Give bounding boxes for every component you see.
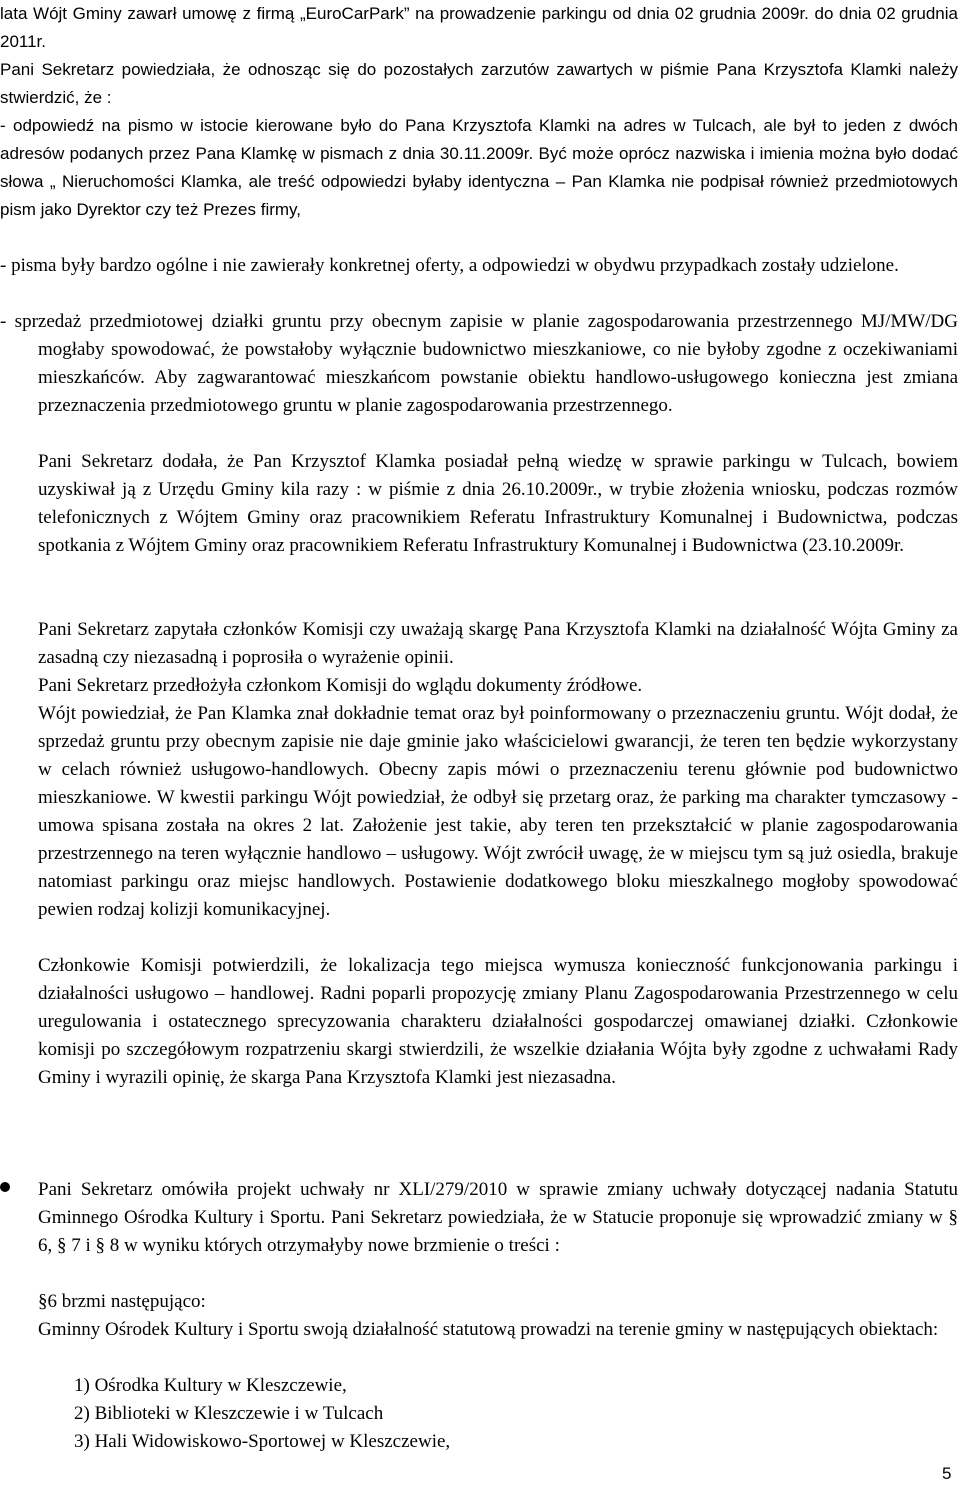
page-number: 5: [942, 1464, 952, 1483]
paragraph-mayor-statement: Wójt powiedział, że Pan Klamka znał dokładnie temat oraz był poinformowany o przeznaczeniu gruntu. Wójt dodał, że sprzedaż gruntu przy obecnym zapisie nie daje gminie jako właścicielowi gwarancji, że teren ten będzie wykorzystany w celach również usługowo-handlowych. Obecny zapis mówi o przeznaczeniu terenu głównie pod budownictwo mieszkaniowe. W kwestii parkingu Wójt powiedział, że odbył się przetarg oraz, że parking ma charakter tymczasowy - umowa spisana została na okres 2 lat. Założenie jest takie, aby teren ten przekształcić w planie zagospodarowania przestrzennego na teren wyłącznie handlowo – usługowy. Wójt zwrócił uwagę, że w miejscu tym są już osiedla, brakuje natomiast parkingu oraz miejsc handlowych. Postawienie dodatkowego bloku mieszkalnego mogłoby spowodować pewien rodzaj kolizji komunikacyjnej.: [38, 703, 958, 920]
paragraph-parking-contract: lata Wójt Gminy zawarł umowę z firmą „EuroCarPark” na prowadzenie parkingu od dnia 02 grudnia 2009r. do dnia 02 grudnia 2011r.: [0, 4, 958, 51]
bullet-icon: [0, 1182, 10, 1192]
list-item: 3) Hali Widowiskowo-Sportowej w Kleszczewie,: [74, 1431, 451, 1452]
paragraph-plot-sale: - sprzedaż przedmiotowej działki gruntu przy obecnym zapisie w planie zagospodarowania przestrzennego MJ/MW/DG mogłaby spowodować, że powstałoby wyłącznie budownictwo mieszkaniowe, co nie byłoby zgodne z oczekiwaniami mieszkańców. Aby zagwarantować mieszkańcom powstanie obiektu handlowo-usługowego konieczna jest zmiana przeznaczenia przedmiotowego gruntu w planie zagospodarowania przestrzennego.: [0, 311, 958, 416]
paragraph-secretary-asked: Pani Sekretarz zapytała członków Komisji czy uważają skargę Pana Krzysztofa Klamki na działalność Wójta Gminy za zasadną czy niezasadną i poprosiła o wyrażenie opinii.: [38, 619, 958, 668]
paragraph-facilities-intro: Gminny Ośrodek Kultury i Sportu swoją działalność statutową prowadzi na terenie gminy w następujących obiektach:: [38, 1319, 939, 1340]
paragraph-secretary-statement: Pani Sekretarz powiedziała, że odnosząc się do pozostałych zarzutów zawartych w piśmie Pana Krzysztofa Klamki należy stwierdzić, że :: [0, 60, 958, 107]
paragraph-committee-conclusion: Członkowie Komisji potwierdzili, że lokalizacja tego miejsca wymusza konieczność funkcjonowania parkingu i działalności usługowo – handlowej. Radni poparli propozycję zmiany Planu Zagospodarowania Przestrzennego w celu uregulowania i ostatecznego sprecyzowania charakteru działalności gospodarczej omawianej działki. Członkowie komisji po szczegółowym rozpatrzeniu skargi stwierdzili, że wszelkie działania Wójta były zgodne z uchwałami Rady Gminy i wyrazili opinię, że skarga Pana Krzysztofa Klamki jest niezasadna.: [38, 955, 958, 1088]
paragraph-reply-letter: - odpowiedź na pismo w istocie kierowane było do Pana Krzysztofa Klamki na adres w Tulcach, ale był to jeden z dwóch adresów podanych przez Pana Klamkę w pismach z dnia 30.11.2009r. Być może oprócz nazwiska i imienia można było dodać słowa „ Nieruchomości Klamka, ale treść odpowiedzi byłaby identyczna – Pan Klamka nie podpisał również przedmiotowych pism jako Dyrektor czy też Prezes firmy,: [0, 116, 958, 219]
paragraph-resolution-draft: Pani Sekretarz omówiła projekt uchwały nr XLI/279/2010 w sprawie zmiany uchwały dotyczącej nadania Statutu Gminnego Ośrodka Kultury i Sportu. Pani Sekretarz powiedziała, że w Statucie proponuje się wprowadzić zmiany w § 6, § 7 i § 8 w wyniku których otrzymałyby nowe brzmienie o treści :: [38, 1179, 958, 1256]
list-item: 1) Ośrodka Kultury w Kleszczewie,: [74, 1375, 347, 1396]
list-item: 2) Biblioteki w Kleszczewie i w Tulcach: [74, 1403, 384, 1424]
paragraph-secretary-added: Pani Sekretarz dodała, że Pan Krzysztof Klamka posiadał pełną wiedzę w sprawie parkingu w Tulcach, bowiem uzyskiwał ją z Urzędu Gminy kila razy : w piśmie z dnia 26.10.2009r., w trybie złożenia wniosku, podczas rozmów telefonicznych z Wójtem Gminy oraz pracownikiem Referatu Infrastruktury Komunalnej i Budownictwa, podczas spotkania z Wójtem Gminy oraz pracownikiem Referatu Infrastruktury Komunalnej i Budownictwa (23.10.2009r.: [38, 451, 958, 556]
paragraph-letters-general: - pisma były bardzo ogólne i nie zawierały konkretnej oferty, a odpowiedzi w obydwu przypadkach zostały udzielone.: [0, 255, 899, 276]
paragraph-source-documents: Pani Sekretarz przedłożyła członkom Komisji do wglądu dokumenty źródłowe.: [38, 675, 643, 696]
paragraph-section-6: §6 brzmi następująco:: [38, 1291, 206, 1312]
